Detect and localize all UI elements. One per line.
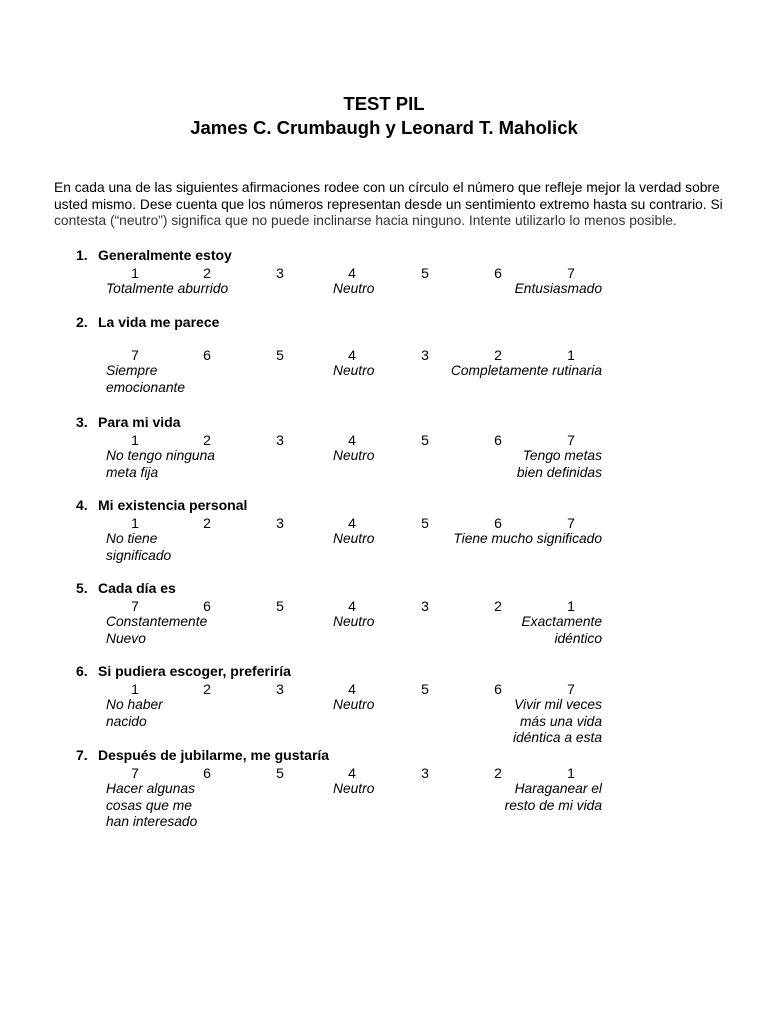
- right-anchor-label: [517, 448, 602, 481]
- scale-option[interactable]: 6: [494, 265, 502, 281]
- question-heading: [76, 747, 329, 763]
- scale-option[interactable]: 6: [203, 347, 211, 363]
- scale-option[interactable]: 2: [203, 681, 211, 697]
- scale-option[interactable]: 6: [203, 765, 211, 781]
- rating-scale: [0, 347, 768, 363]
- scale-option[interactable]: 5: [421, 681, 429, 697]
- scale-option[interactable]: 7: [131, 598, 139, 614]
- document-authors: James C. Crumbaugh y Leonard T. Maholick: [190, 117, 578, 138]
- scale-option[interactable]: 6: [494, 515, 502, 531]
- question-prompt: Mi existencia personal: [98, 497, 248, 513]
- neutral-anchor-label: [333, 697, 374, 714]
- neutral-anchor-label: [333, 448, 374, 465]
- left-anchor-label: [106, 697, 163, 730]
- left-anchor-label-line: Constantemente: [106, 614, 208, 629]
- left-anchor-label-line: No haber: [106, 697, 163, 712]
- scale-option[interactable]: 7: [131, 765, 139, 781]
- left-anchor-label: [106, 531, 171, 564]
- scale-option[interactable]: 5: [276, 765, 284, 781]
- left-anchor-label-line: Siempre: [106, 363, 158, 378]
- scale-option[interactable]: 3: [276, 432, 284, 448]
- rating-scale: [0, 681, 768, 697]
- neutral-anchor-label: [333, 614, 374, 631]
- left-anchor-label: [106, 281, 228, 298]
- left-anchor-label-line: No tengo ninguna: [106, 448, 215, 463]
- question-number: 1.: [76, 247, 88, 263]
- right-anchor-label-line: bien definidas: [516, 464, 602, 480]
- right-anchor-label-line: Tiene mucho significado: [453, 531, 602, 546]
- scale-option[interactable]: 6: [494, 432, 502, 448]
- question-prompt: Cada día es: [98, 580, 176, 596]
- rating-scale: [0, 515, 768, 531]
- neutral-anchor-label: [333, 531, 374, 548]
- right-anchor-label-line: Vivir mil veces: [514, 697, 602, 712]
- scale-option[interactable]: 1: [131, 265, 139, 281]
- left-anchor-label-line: meta fija: [106, 464, 159, 480]
- question-prompt: La vida me parece: [98, 314, 220, 330]
- left-anchor-label: [106, 363, 185, 396]
- right-anchor-label-line: Haraganear el: [514, 781, 602, 796]
- scale-option[interactable]: 4: [348, 432, 356, 448]
- rating-scale: [0, 765, 768, 781]
- question-heading: [76, 497, 247, 513]
- scale-option[interactable]: 5: [276, 598, 284, 614]
- neutral-anchor-label: [333, 281, 374, 298]
- scale-option[interactable]: 7: [567, 265, 575, 281]
- scale-option[interactable]: 2: [494, 598, 502, 614]
- left-anchor-label-line: No tiene: [106, 531, 158, 546]
- left-anchor-label: [106, 614, 207, 647]
- right-anchor-label: [451, 363, 602, 380]
- left-anchor-label-line: emocionante: [106, 379, 186, 395]
- scale-option[interactable]: 2: [494, 347, 502, 363]
- question-number: 5.: [76, 580, 88, 596]
- left-anchor-label: [106, 448, 215, 481]
- question-number: 2.: [76, 314, 88, 330]
- question-heading: [76, 663, 291, 679]
- question-prompt: Generalmente estoy: [98, 247, 232, 263]
- title-block: [0, 92, 768, 140]
- instructions-line-2: usted mismo. Dese cuenta que los números representan desde un sentimiento extremo hasta su contrario. Si: [54, 196, 723, 212]
- scale-option[interactable]: 4: [348, 681, 356, 697]
- scale-option[interactable]: 1: [567, 765, 575, 781]
- question-number: 3.: [76, 414, 88, 430]
- scale-option[interactable]: 1: [567, 598, 575, 614]
- scale-option[interactable]: 3: [276, 515, 284, 531]
- question-prompt: Después de jubilarme, me gustaría: [98, 747, 330, 763]
- scale-option[interactable]: 1: [567, 347, 575, 363]
- question-prompt: Si pudiera escoger, preferiría: [98, 663, 291, 679]
- right-anchor-label: [513, 697, 602, 747]
- left-anchor-label-line: Nuevo: [106, 630, 146, 646]
- right-anchor-label-line: Completamente rutinaria: [450, 363, 602, 378]
- right-anchor-label: [515, 281, 602, 298]
- scale-option[interactable]: 2: [203, 432, 211, 448]
- neutral-anchor-label-line: Neutro: [333, 281, 375, 296]
- neutral-anchor-label-line: Neutro: [333, 614, 375, 629]
- right-anchor-label-line: Exactamente: [521, 614, 602, 629]
- scale-option[interactable]: 4: [348, 265, 356, 281]
- document-title: TEST PIL: [343, 93, 425, 114]
- scale-option[interactable]: 4: [348, 347, 356, 363]
- neutral-anchor-label: [333, 781, 374, 798]
- left-anchor-label-line: cosas que me: [106, 797, 192, 813]
- right-anchor-label-line: idéntica a esta: [513, 730, 602, 745]
- scale-option[interactable]: 5: [421, 265, 429, 281]
- question-heading: [76, 247, 232, 263]
- rating-scale: [0, 598, 768, 614]
- instructions-line-3: contesta (“neutro”) significa que no puede inclinarse hacia ninguno. Intente utilizarlo lo menos posible.: [54, 213, 677, 228]
- right-anchor-label-line: resto de mi vida: [504, 797, 602, 813]
- scale-option[interactable]: 7: [131, 347, 139, 363]
- left-anchor-label-line: significado: [106, 547, 172, 563]
- scale-option[interactable]: 3: [421, 347, 429, 363]
- scale-option[interactable]: 3: [421, 765, 429, 781]
- left-anchor-label-line: Totalmente aburrido: [106, 281, 229, 296]
- scale-option[interactable]: 5: [276, 347, 284, 363]
- scale-option[interactable]: 2: [203, 265, 211, 281]
- question-prompt: Para mi vida: [98, 414, 181, 430]
- neutral-anchor-label-line: Neutro: [333, 448, 375, 463]
- scale-option[interactable]: 3: [276, 681, 284, 697]
- scale-option[interactable]: 6: [494, 681, 502, 697]
- rating-scale: [0, 265, 768, 281]
- instructions-line-1: En cada una de las siguientes afirmaciones rodee con un círculo el número que refleje mejor la verdad sobre: [54, 180, 720, 195]
- scale-option[interactable]: 7: [567, 432, 575, 448]
- right-anchor-label-line: idéntico: [554, 630, 602, 646]
- neutral-anchor-label-line: Neutro: [333, 363, 375, 378]
- question-number: 6.: [76, 663, 88, 679]
- question-number: 4.: [76, 497, 88, 513]
- left-anchor-label-line: Hacer algunas: [106, 781, 195, 796]
- question-heading: [76, 314, 219, 330]
- left-anchor-label: [106, 781, 197, 831]
- right-anchor-label-line: Tengo metas: [522, 448, 602, 463]
- scale-option[interactable]: 4: [348, 515, 356, 531]
- neutral-anchor-label-line: Neutro: [333, 781, 375, 796]
- right-anchor-label: [505, 781, 602, 814]
- scale-option[interactable]: 4: [348, 765, 356, 781]
- scale-option[interactable]: 6: [203, 598, 211, 614]
- question-number: 7.: [76, 747, 88, 763]
- scale-option[interactable]: 1: [131, 515, 139, 531]
- neutral-anchor-label-line: Neutro: [333, 697, 375, 712]
- neutral-anchor-label: [333, 363, 374, 380]
- scale-option[interactable]: 2: [494, 765, 502, 781]
- right-anchor-label: [453, 531, 602, 548]
- left-anchor-label-line: nacido: [106, 713, 147, 729]
- rating-scale: [0, 432, 768, 448]
- right-anchor-label-line: más una vida: [519, 713, 602, 729]
- instructions: [54, 180, 758, 230]
- left-anchor-label-line: han interesado: [106, 814, 198, 829]
- scale-option[interactable]: 1: [131, 681, 139, 697]
- scale-option[interactable]: 3: [421, 598, 429, 614]
- scale-option[interactable]: 4: [348, 598, 356, 614]
- scale-option[interactable]: 5: [421, 515, 429, 531]
- scale-option[interactable]: 1: [131, 432, 139, 448]
- scale-option[interactable]: 5: [421, 432, 429, 448]
- question-heading: [76, 580, 176, 596]
- right-anchor-label: [521, 614, 602, 647]
- scale-option[interactable]: 3: [276, 265, 284, 281]
- neutral-anchor-label-line: Neutro: [333, 531, 375, 546]
- scale-option[interactable]: 2: [203, 515, 211, 531]
- scale-option[interactable]: 7: [567, 515, 575, 531]
- right-anchor-label-line: Entusiasmado: [514, 281, 602, 296]
- question-heading: [76, 414, 181, 430]
- scale-option[interactable]: 7: [567, 681, 575, 697]
